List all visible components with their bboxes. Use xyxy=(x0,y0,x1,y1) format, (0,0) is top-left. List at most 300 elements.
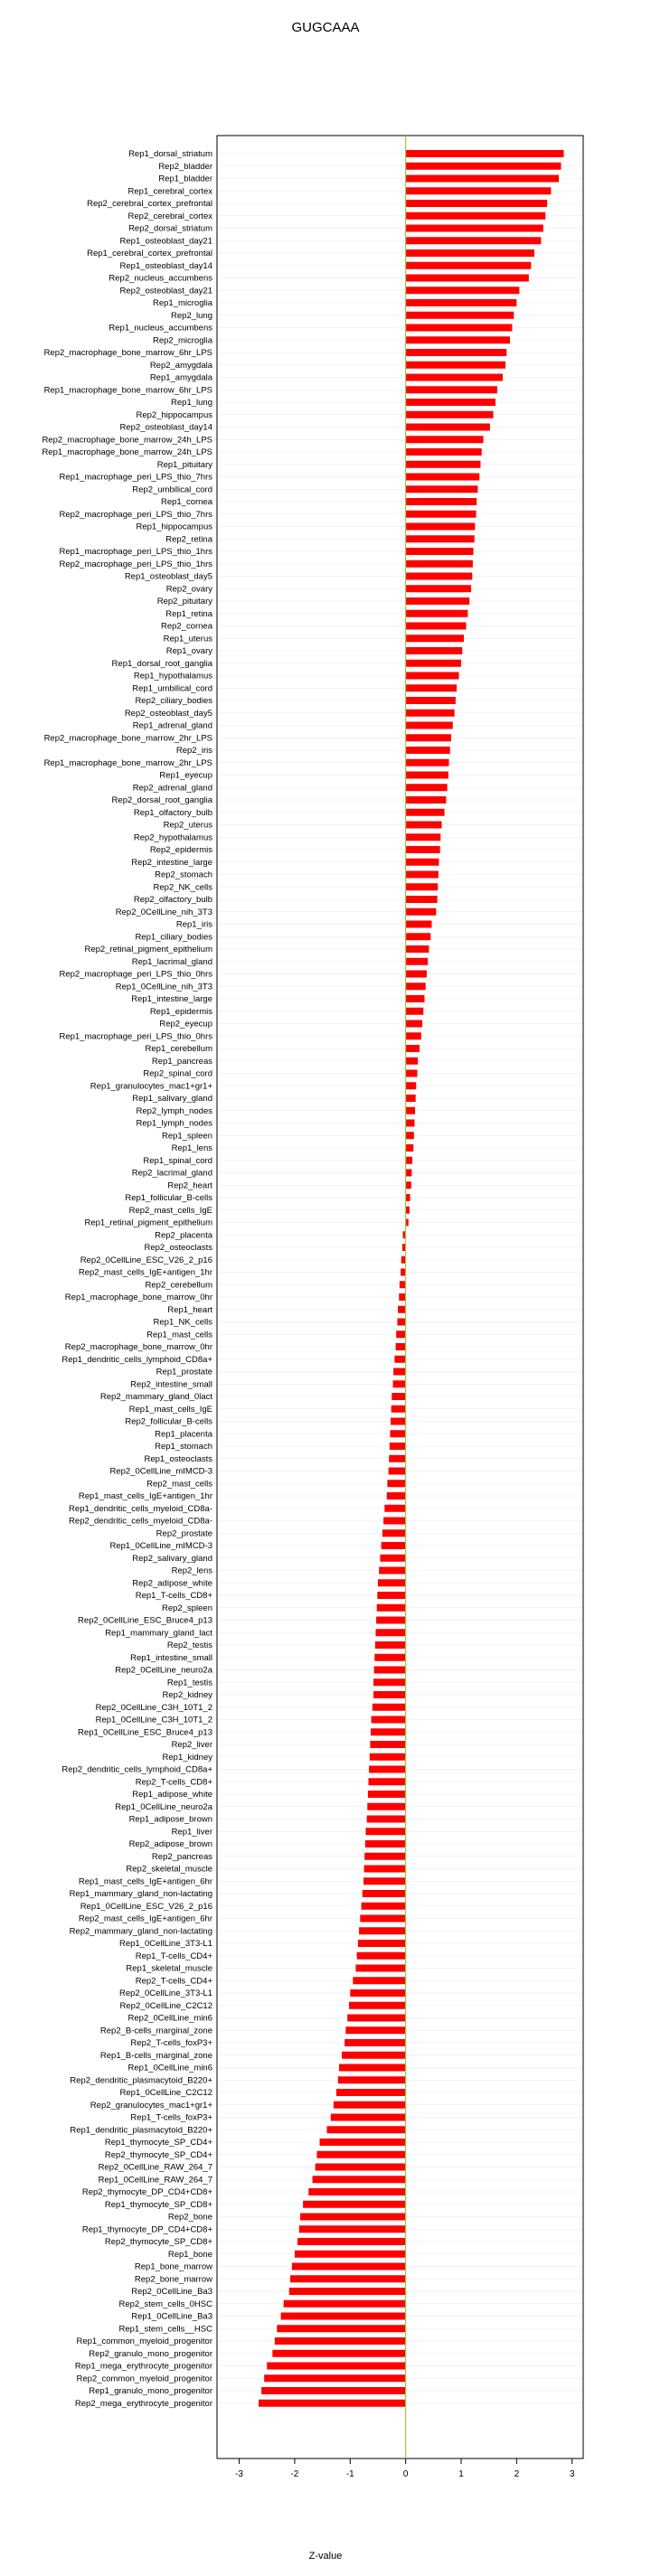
bar xyxy=(406,436,484,443)
category-label: Rep1_pancreas xyxy=(151,1056,212,1067)
category-label: Rep2_bone xyxy=(167,2212,212,2223)
category-label: Rep2_intestine_large xyxy=(131,857,212,868)
category-label: Rep2_granulocytes_mac1+gr1+ xyxy=(90,2100,212,2111)
category-label: Rep2_dorsal_striatum xyxy=(128,223,212,234)
bar xyxy=(308,2188,405,2195)
category-label: Rep1_dendritic_plasmacytoid_B220+ xyxy=(70,2125,212,2136)
category-label: Rep2_dendritic_cells_lymphoid_CD8a+ xyxy=(61,1764,212,1775)
bar xyxy=(406,1082,417,1089)
category-label: Rep1_macrophage_bone_marrow_2hr_LPS xyxy=(43,757,212,768)
bar xyxy=(382,1542,406,1549)
category-label: Rep2_dendritic_plasmacytoid_B220+ xyxy=(70,2075,212,2086)
category-label: Rep1_mast_cells_IgE xyxy=(128,1404,212,1415)
category-label: Rep1_mammary_gland_non-lactating xyxy=(69,1889,212,1899)
bar xyxy=(406,312,514,319)
bar xyxy=(406,1032,421,1039)
bar xyxy=(377,1604,406,1612)
bar xyxy=(370,1753,406,1761)
category-label: Rep2_heart xyxy=(167,1180,212,1191)
bar xyxy=(300,2214,406,2221)
x-tick-label: -3 xyxy=(235,2469,243,2479)
category-label: Rep1_adipose_brown xyxy=(128,1814,212,1825)
category-label: Rep2_follicular_B-cells xyxy=(125,1416,212,1427)
category-label: Rep1_granulocytes_mac1+gr1+ xyxy=(90,1081,212,1092)
category-label: Rep1_osteoclasts xyxy=(144,1453,212,1464)
category-label: Rep1_0CellLine_3T3-L1 xyxy=(119,1939,212,1949)
bar xyxy=(406,833,441,841)
bar xyxy=(406,287,520,294)
bar xyxy=(406,995,425,1002)
bar xyxy=(360,1915,405,1923)
bar xyxy=(406,647,463,654)
bar xyxy=(406,921,432,928)
category-label: Rep2_macrophage_peri_LPS_thio_0hrs xyxy=(59,969,212,980)
x-tick-label: 1 xyxy=(458,2469,464,2479)
bar xyxy=(377,1592,405,1599)
category-label: Rep2_eyecup xyxy=(159,1019,212,1029)
category-labels-group xyxy=(42,149,212,2409)
category-label: Rep2_0CellLine_Ba3 xyxy=(131,2287,212,2297)
bar xyxy=(406,734,451,741)
category-label: Rep1_mast_cells_IgE+antigen_6hr xyxy=(78,1876,212,1887)
bar xyxy=(406,424,490,431)
bar xyxy=(391,1418,406,1425)
bar xyxy=(331,2114,406,2121)
category-label: Rep1_granulo_mono_progenitor xyxy=(89,2386,212,2396)
bar xyxy=(406,846,440,853)
category-label: Rep2_osteoblast_day21 xyxy=(119,286,212,296)
bar xyxy=(376,1617,406,1624)
category-label: Rep1_osteoblast_day14 xyxy=(119,260,212,271)
bar xyxy=(284,2300,406,2308)
bar xyxy=(406,573,473,580)
category-label: Rep1_bone_marrow xyxy=(134,2261,212,2272)
bar xyxy=(400,1281,406,1288)
bar xyxy=(334,2101,406,2109)
bar xyxy=(368,1791,406,1798)
category-label: Rep1_hippocampus xyxy=(136,522,212,532)
category-label: Rep2_spleen xyxy=(162,1603,212,1613)
category-label: Rep1_microglia xyxy=(152,298,212,308)
category-label: Rep2_T-cells_CD8+ xyxy=(135,1777,212,1788)
x-tick-label: -1 xyxy=(345,2469,354,2479)
category-label: Rep2_retina xyxy=(165,534,212,545)
category-label: Rep1_spinal_cord xyxy=(143,1155,212,1166)
category-label: Rep1_lung xyxy=(171,398,212,408)
bar xyxy=(406,1170,412,1177)
category-label: Rep1_adrenal_gland xyxy=(132,720,212,731)
bar xyxy=(387,1492,406,1500)
bar xyxy=(358,1940,406,1947)
category-label: Rep1_placenta xyxy=(155,1429,212,1440)
category-label: Rep2_spinal_cord xyxy=(143,1068,212,1079)
category-label: Rep2_lens xyxy=(171,1565,212,1576)
bar xyxy=(406,225,543,232)
category-label: Rep1_bladder xyxy=(158,174,212,184)
category-label: Rep2_mast_cells_IgE xyxy=(128,1205,212,1216)
category-label: Rep1_NK_cells xyxy=(153,1317,212,1328)
category-label: Rep1_retinal_pigment_epithelium xyxy=(84,1217,212,1228)
bar xyxy=(406,623,467,630)
bar xyxy=(365,1840,406,1847)
bar xyxy=(267,2363,405,2370)
category-label: Rep1_hypothalamus xyxy=(133,671,212,682)
category-label: Rep1_testis xyxy=(166,1678,212,1688)
bar xyxy=(406,722,453,729)
category-label: Rep2_0CellLine_ESC_V26_2_p16 xyxy=(80,1255,212,1265)
category-label: Rep2_uterus xyxy=(163,820,212,831)
bar xyxy=(406,1181,411,1189)
category-label: Rep1_T-cells_CD8+ xyxy=(135,1591,212,1601)
category-label: Rep2_adrenal_gland xyxy=(132,783,212,794)
bar xyxy=(406,237,542,244)
bar xyxy=(392,1393,405,1400)
category-label: Rep2_0CellLine_3T3-L1 xyxy=(119,1988,212,1998)
bar xyxy=(261,2387,406,2394)
bar xyxy=(406,511,476,518)
bar xyxy=(406,784,448,791)
category-label: Rep2_0CellLine_RAW_264_7 xyxy=(98,2162,212,2173)
bar xyxy=(406,945,429,953)
category-label: Rep2_prostate xyxy=(156,1528,212,1539)
category-label: Rep1_dorsal_root_ganglia xyxy=(111,658,212,669)
bar xyxy=(367,1803,405,1810)
bar xyxy=(379,1567,405,1575)
category-label: Rep1_spleen xyxy=(162,1131,212,1142)
category-label: Rep1_0CellLine_mIMCD-3 xyxy=(109,1541,212,1551)
category-label: Rep2_thymocyte_SP_CD4+ xyxy=(104,2149,212,2160)
bar xyxy=(357,1952,406,1960)
category-label: Rep2_ovary xyxy=(165,584,212,595)
bar xyxy=(406,175,559,183)
bar xyxy=(406,1194,410,1201)
bar xyxy=(367,1816,406,1823)
bar xyxy=(406,982,426,990)
category-label: Rep1_uterus xyxy=(163,634,212,644)
category-label: Rep1_bone xyxy=(167,2249,212,2260)
bar xyxy=(375,1641,406,1649)
category-label: Rep1_osteoblast_day21 xyxy=(119,236,212,247)
bar xyxy=(389,1455,405,1462)
bar xyxy=(406,772,448,779)
category-label: Rep1_0CellLine_ESC_V26_2_p16 xyxy=(80,1901,212,1912)
category-label: Rep1_macrophage_peri_LPS_thio_7hrs xyxy=(59,472,212,483)
category-label: Rep1_intestine_small xyxy=(130,1652,212,1663)
bar xyxy=(406,710,455,717)
bar xyxy=(370,1741,405,1748)
category-label: Rep1_thymocyte_SP_CD8+ xyxy=(104,2199,212,2210)
category-label: Rep1_osteoblast_day5 xyxy=(124,571,212,582)
bar xyxy=(369,1766,406,1773)
bar xyxy=(406,1058,419,1065)
bar xyxy=(406,399,495,406)
category-label: Rep2_stem_cells_0HSC xyxy=(118,2299,212,2309)
category-label: Rep2_bladder xyxy=(158,161,212,172)
bar xyxy=(406,908,437,916)
bar xyxy=(371,1728,406,1735)
bar xyxy=(299,2225,406,2233)
bar xyxy=(406,461,481,468)
bar xyxy=(406,374,503,381)
category-label: Rep1_epidermis xyxy=(149,1006,212,1017)
category-label: Rep1_retina xyxy=(165,608,212,619)
bar xyxy=(406,150,564,157)
category-label: Rep1_0CellLine_C3H_10T1_2 xyxy=(95,1715,212,1725)
category-label: Rep2_intestine_small xyxy=(130,1379,212,1390)
bar xyxy=(313,2176,406,2183)
bar xyxy=(390,1430,405,1437)
category-label: Rep2_osteoblast_day14 xyxy=(119,422,212,433)
bar xyxy=(406,386,497,393)
bar xyxy=(406,523,476,531)
category-label: Rep2_0CellLine_C2C12 xyxy=(119,2000,212,2011)
category-label: Rep1_T-cells_CD4+ xyxy=(135,1951,212,1961)
bar xyxy=(327,2126,406,2133)
category-label: Rep2_mammary_gland_non-lactating xyxy=(69,1926,212,1937)
bar xyxy=(406,871,439,879)
category-label: Rep2_cornea xyxy=(160,621,212,632)
category-label: Rep1_mast_cells_IgE+antigen_1hr xyxy=(78,1491,212,1501)
x-axis-label: Z-value xyxy=(308,2551,343,2562)
category-label: Rep2_macrophage_bone_marrow_0hr xyxy=(64,1342,212,1352)
bar xyxy=(406,200,547,207)
bar xyxy=(406,585,471,592)
bar xyxy=(406,336,510,343)
category-label: Rep2_cerebral_cortex xyxy=(127,211,212,221)
category-label: Rep2_ciliary_bodies xyxy=(135,696,212,706)
bar xyxy=(295,2251,406,2258)
bar xyxy=(406,485,478,493)
bar xyxy=(289,2288,406,2295)
category-label: Rep1_amygdala xyxy=(149,372,212,383)
category-label: Rep2_lacrimal_gland xyxy=(131,1168,212,1179)
category-label: Rep1_eyecup xyxy=(159,770,212,781)
category-label: Rep2_T-cells_CD4+ xyxy=(135,1976,212,1987)
bar xyxy=(406,822,442,829)
bar xyxy=(387,1480,405,1487)
category-label: Rep2_hypothalamus xyxy=(133,832,212,843)
category-label: Rep2_pancreas xyxy=(151,1851,212,1862)
category-label: Rep2_mammary_gland_0lact xyxy=(99,1392,212,1402)
category-label: Rep1_heart xyxy=(167,1304,212,1315)
category-label: Rep2_0CellLine_neuro2a xyxy=(115,1665,212,1676)
category-label: Rep1_prostate xyxy=(156,1367,212,1377)
bar xyxy=(406,212,546,220)
category-label: Rep1_iris xyxy=(175,919,212,930)
bar xyxy=(406,1008,424,1015)
category-label: Rep1_0CellLine_ESC_Bruce4_p13 xyxy=(78,1727,212,1738)
bar xyxy=(406,275,529,282)
category-label: Rep1_cornea xyxy=(160,497,212,507)
bar xyxy=(347,2015,405,2022)
bar xyxy=(383,1518,406,1525)
category-label: Rep2_adipose_brown xyxy=(128,1839,212,1849)
bar xyxy=(393,1380,406,1387)
bar xyxy=(380,1555,405,1562)
bar xyxy=(349,2002,406,2009)
category-label: Rep2_macrophage_peri_LPS_thio_1hrs xyxy=(59,559,212,569)
category-label: Rep2_amygdala xyxy=(149,360,212,371)
bar xyxy=(353,1977,405,1984)
category-label: Rep2_placenta xyxy=(155,1230,212,1241)
bar xyxy=(345,2026,405,2034)
category-label: Rep1_macrophage_bone_marrow_24h_LPS xyxy=(42,447,212,457)
category-label: Rep2_0CellLine_C3H_10T1_2 xyxy=(95,1702,212,1713)
bar xyxy=(394,1356,405,1363)
bar xyxy=(373,1691,406,1698)
category-label: Rep1_B-cells_marginal_zone xyxy=(99,2050,212,2061)
bar xyxy=(406,747,450,754)
category-label: Rep2_macrophage_peri_LPS_thio_7hrs xyxy=(59,509,212,520)
category-label: Rep1_skeletal_muscle xyxy=(126,1963,212,1974)
bar xyxy=(277,2325,405,2332)
category-label: Rep1_mammary_gland_lact xyxy=(105,1628,212,1639)
bar xyxy=(390,1443,406,1450)
category-label: Rep2_NK_cells xyxy=(153,882,212,893)
category-label: Rep1_kidney xyxy=(162,1752,212,1763)
bar xyxy=(272,2350,405,2357)
bar xyxy=(406,971,427,978)
category-label: Rep2_pituitary xyxy=(156,597,212,606)
bar xyxy=(406,1132,414,1139)
category-label: Rep2_thymocyte_DP_CD4+CD8+ xyxy=(81,2187,212,2197)
category-label: Rep1_cerebral_cortex_prefrontal xyxy=(87,249,212,259)
category-label: Rep1_stem_cells__HSC xyxy=(118,2324,212,2335)
category-label: Rep2_macrophage_bone_marrow_6hr_LPS xyxy=(43,348,212,358)
bar xyxy=(406,672,459,680)
category-label: Rep1_macrophage_bone_marrow_6hr_LPS xyxy=(43,385,212,396)
category-label: Rep2_0CellLine_ESC_Bruce4_p13 xyxy=(78,1615,212,1626)
bar xyxy=(406,597,470,605)
category-label: Rep2_osteoblast_day5 xyxy=(124,708,212,719)
bar xyxy=(401,1269,406,1276)
category-label: Rep1_lymph_nodes xyxy=(136,1118,212,1129)
category-label: Rep1_intestine_large xyxy=(131,994,212,1004)
bar xyxy=(373,1704,406,1711)
bar xyxy=(281,2313,406,2320)
category-label: Rep2_mast_cells xyxy=(146,1479,212,1490)
category-label: Rep2_common_myeloid_progenitor xyxy=(76,2374,212,2384)
category-label: Rep1_salivary_gland xyxy=(132,1094,212,1104)
category-label: Rep2_macrophage_bone_marrow_2hr_LPS xyxy=(43,733,212,744)
category-label: Rep2_retinal_pigment_epithelium xyxy=(84,945,212,954)
bar xyxy=(406,635,464,642)
bar xyxy=(406,1144,414,1152)
category-label: Rep2_olfactory_bulb xyxy=(133,895,212,905)
category-label: Rep1_cerebral_cortex xyxy=(127,186,212,197)
category-label: Rep2_thymocyte_SP_CD8+ xyxy=(104,2237,212,2247)
bar xyxy=(406,535,475,542)
category-label: Rep1_mast_cells xyxy=(146,1330,212,1340)
bar xyxy=(406,1070,418,1077)
bar xyxy=(342,2052,406,2059)
x-tick-label: 3 xyxy=(569,2469,575,2479)
category-label: Rep1_olfactory_bulb xyxy=(133,807,212,818)
category-label: Rep1_lens xyxy=(171,1143,212,1153)
category-label: Rep2_umbilical_cord xyxy=(132,484,212,495)
category-label: Rep2_T-cells_foxP3+ xyxy=(130,2038,212,2048)
category-label: Rep2_granulo_mono_progenitor xyxy=(89,2348,212,2359)
bar xyxy=(275,2337,406,2345)
category-label: Rep1_macrophage_peri_LPS_thio_1hrs xyxy=(59,547,212,557)
bar xyxy=(406,1107,415,1114)
category-label: Rep2_salivary_gland xyxy=(132,1553,212,1564)
category-label: Rep2_testis xyxy=(166,1641,212,1650)
category-label: Rep2_mast_cells_IgE+antigen_1hr xyxy=(78,1267,212,1278)
bar xyxy=(406,896,438,903)
bar xyxy=(350,1989,405,1997)
category-label: Rep1_mega_erythrocyte_progenitor xyxy=(74,2361,212,2372)
bar xyxy=(406,1207,410,1214)
category-label: Rep2_osteoclasts xyxy=(144,1243,212,1253)
bar xyxy=(374,1654,405,1661)
bar xyxy=(292,2263,406,2270)
bar xyxy=(406,262,532,269)
bar xyxy=(363,1877,406,1885)
category-label: Rep2_adipose_white xyxy=(132,1578,212,1589)
category-label: Rep2_dendritic_cells_myeloid_CD8a- xyxy=(69,1516,212,1527)
bar xyxy=(359,1927,406,1934)
category-label: Rep1_0CellLine_neuro2a xyxy=(115,1801,212,1812)
bar xyxy=(406,684,457,691)
bar xyxy=(384,1505,405,1512)
bar xyxy=(406,796,447,804)
bar xyxy=(365,1828,405,1835)
bar xyxy=(320,2139,406,2146)
bar xyxy=(406,809,445,816)
bar xyxy=(406,474,480,481)
category-label: Rep1_macrophage_bone_marrow_0hr xyxy=(64,1293,212,1302)
bar xyxy=(398,1306,406,1313)
bar xyxy=(406,883,439,890)
category-label: Rep2_0CellLine_nih_3T3 xyxy=(115,907,212,917)
bar xyxy=(406,349,507,356)
category-label: Rep1_ciliary_bodies xyxy=(135,932,212,943)
bar xyxy=(373,1678,406,1686)
category-label: Rep1_thymocyte_DP_CD4+CD8+ xyxy=(81,2224,212,2235)
category-label: Rep2_kidney xyxy=(162,1690,212,1700)
bar xyxy=(316,2164,406,2171)
bar xyxy=(297,2238,406,2245)
bar xyxy=(406,1095,416,1102)
bar xyxy=(406,498,477,505)
bar xyxy=(406,859,439,866)
bar xyxy=(406,324,513,332)
bars-group xyxy=(217,150,583,2407)
category-label: Rep2_epidermis xyxy=(149,845,212,855)
category-label: Rep2_cerebral_cortex_prefrontal xyxy=(87,199,212,209)
chart-title: GUGCAAA xyxy=(291,20,360,35)
category-label: Rep1_dendritic_cells_myeloid_CD8a- xyxy=(69,1503,212,1514)
bar xyxy=(406,759,449,766)
category-label: Rep2_mega_erythrocyte_progenitor xyxy=(74,2398,212,2409)
category-label: Rep2_bone_marrow xyxy=(134,2274,212,2285)
category-label: Rep1_T-cells_foxP3+ xyxy=(130,2112,212,2123)
category-label: Rep2_macrophage_bone_marrow_24h_LPS xyxy=(42,435,212,446)
bar xyxy=(364,1866,406,1873)
category-label: Rep2_0CellLine_min6 xyxy=(127,2013,212,2024)
category-label: Rep1_dendritic_cells_lymphoid_CD8a+ xyxy=(61,1354,212,1365)
category-label: Rep1_umbilical_cord xyxy=(132,683,212,694)
category-label: Rep2_0CellLine_mIMCD-3 xyxy=(109,1466,212,1477)
category-label: Rep2_dorsal_root_ganglia xyxy=(111,795,212,805)
bar xyxy=(264,2374,405,2382)
category-label: Rep1_thymocyte_SP_CD4+ xyxy=(104,2138,212,2148)
category-label: Rep1_common_myeloid_progenitor xyxy=(76,2336,212,2346)
bar xyxy=(406,362,505,369)
bar xyxy=(363,1890,406,1897)
category-label: Rep1_0CellLine_RAW_264_7 xyxy=(98,2175,212,2186)
